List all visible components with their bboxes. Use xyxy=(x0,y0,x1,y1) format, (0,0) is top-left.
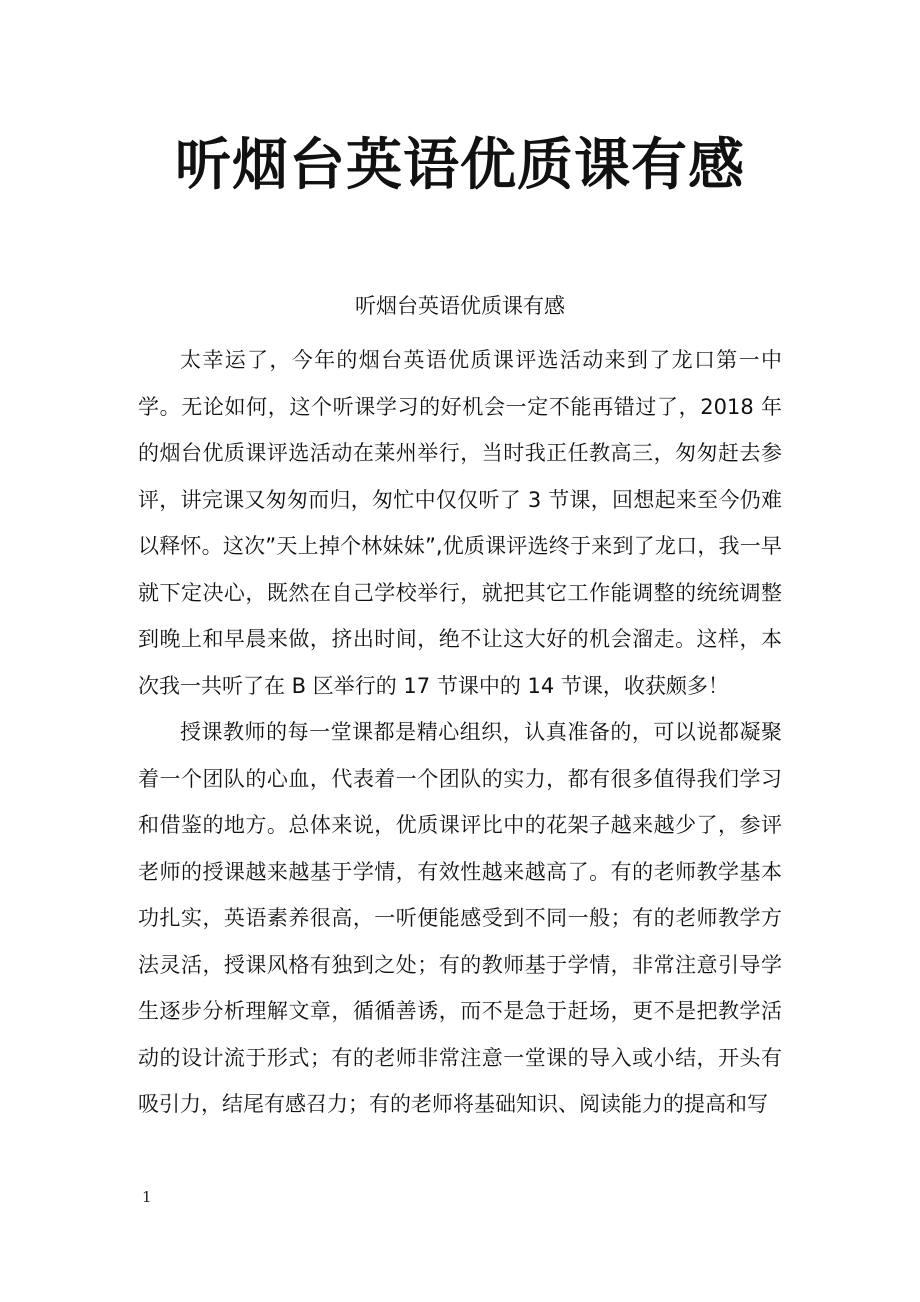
paragraph: 太幸运了，今年的烟台英语优质课评选活动来到了龙口第一中学。无论如何，这个听课学习的好机会一定不能再错过了，2018 年的烟台优质课评选活动在莱州举行，当时我正任教高三，匆匆赶去参评，讲完课又匆匆而归，匆忙中仅仅听了 3 节课，回想起来至今仍难以释怀。这次”天上掉个林妹妹”,优质课评选终于来到了龙口，我一早就下定决心，既然在自己学校举行，就把其它工作能调整的统统调整到晚上和早晨来做，挤出时间，绝不让这大好的机会溜走。这样，本次我一共听了在 B 区举行的 17 节课中的 14 节课，收获颇多！ xyxy=(138,348,782,698)
document-title: 听烟台英语优质课有感 xyxy=(175,133,745,198)
page-number: 1 xyxy=(142,1188,152,1206)
document-body xyxy=(138,337,782,1128)
document-subtitle: 听烟台英语优质课有感 xyxy=(355,294,565,318)
paragraph: 授课教师的每一堂课都是精心组织，认真准备的，可以说都凝聚着一个团队的心血，代表着一个团队的实力，都有很多值得我们学习和借鉴的地方。总体来说，优质课评比中的花架子越来越少了，参评老师的授课越来越基于学情，有效性越来越高了。有的老师教学基本功扎实，英语素养很高，一听便能感受到不同一般；有的老师教学方法灵活，授课风格有独到之处；有的教师基于学情，非常注意引导学生逐步分析理解文章，循循善诱，而不是急于赶场，更不是把教学活动的设计流于形式；有的老师非常注意一堂课的导入或小结，开头有吸引力，结尾有感召力；有的老师将基础知识、阅读能力的提高和写 xyxy=(138,720,782,1116)
